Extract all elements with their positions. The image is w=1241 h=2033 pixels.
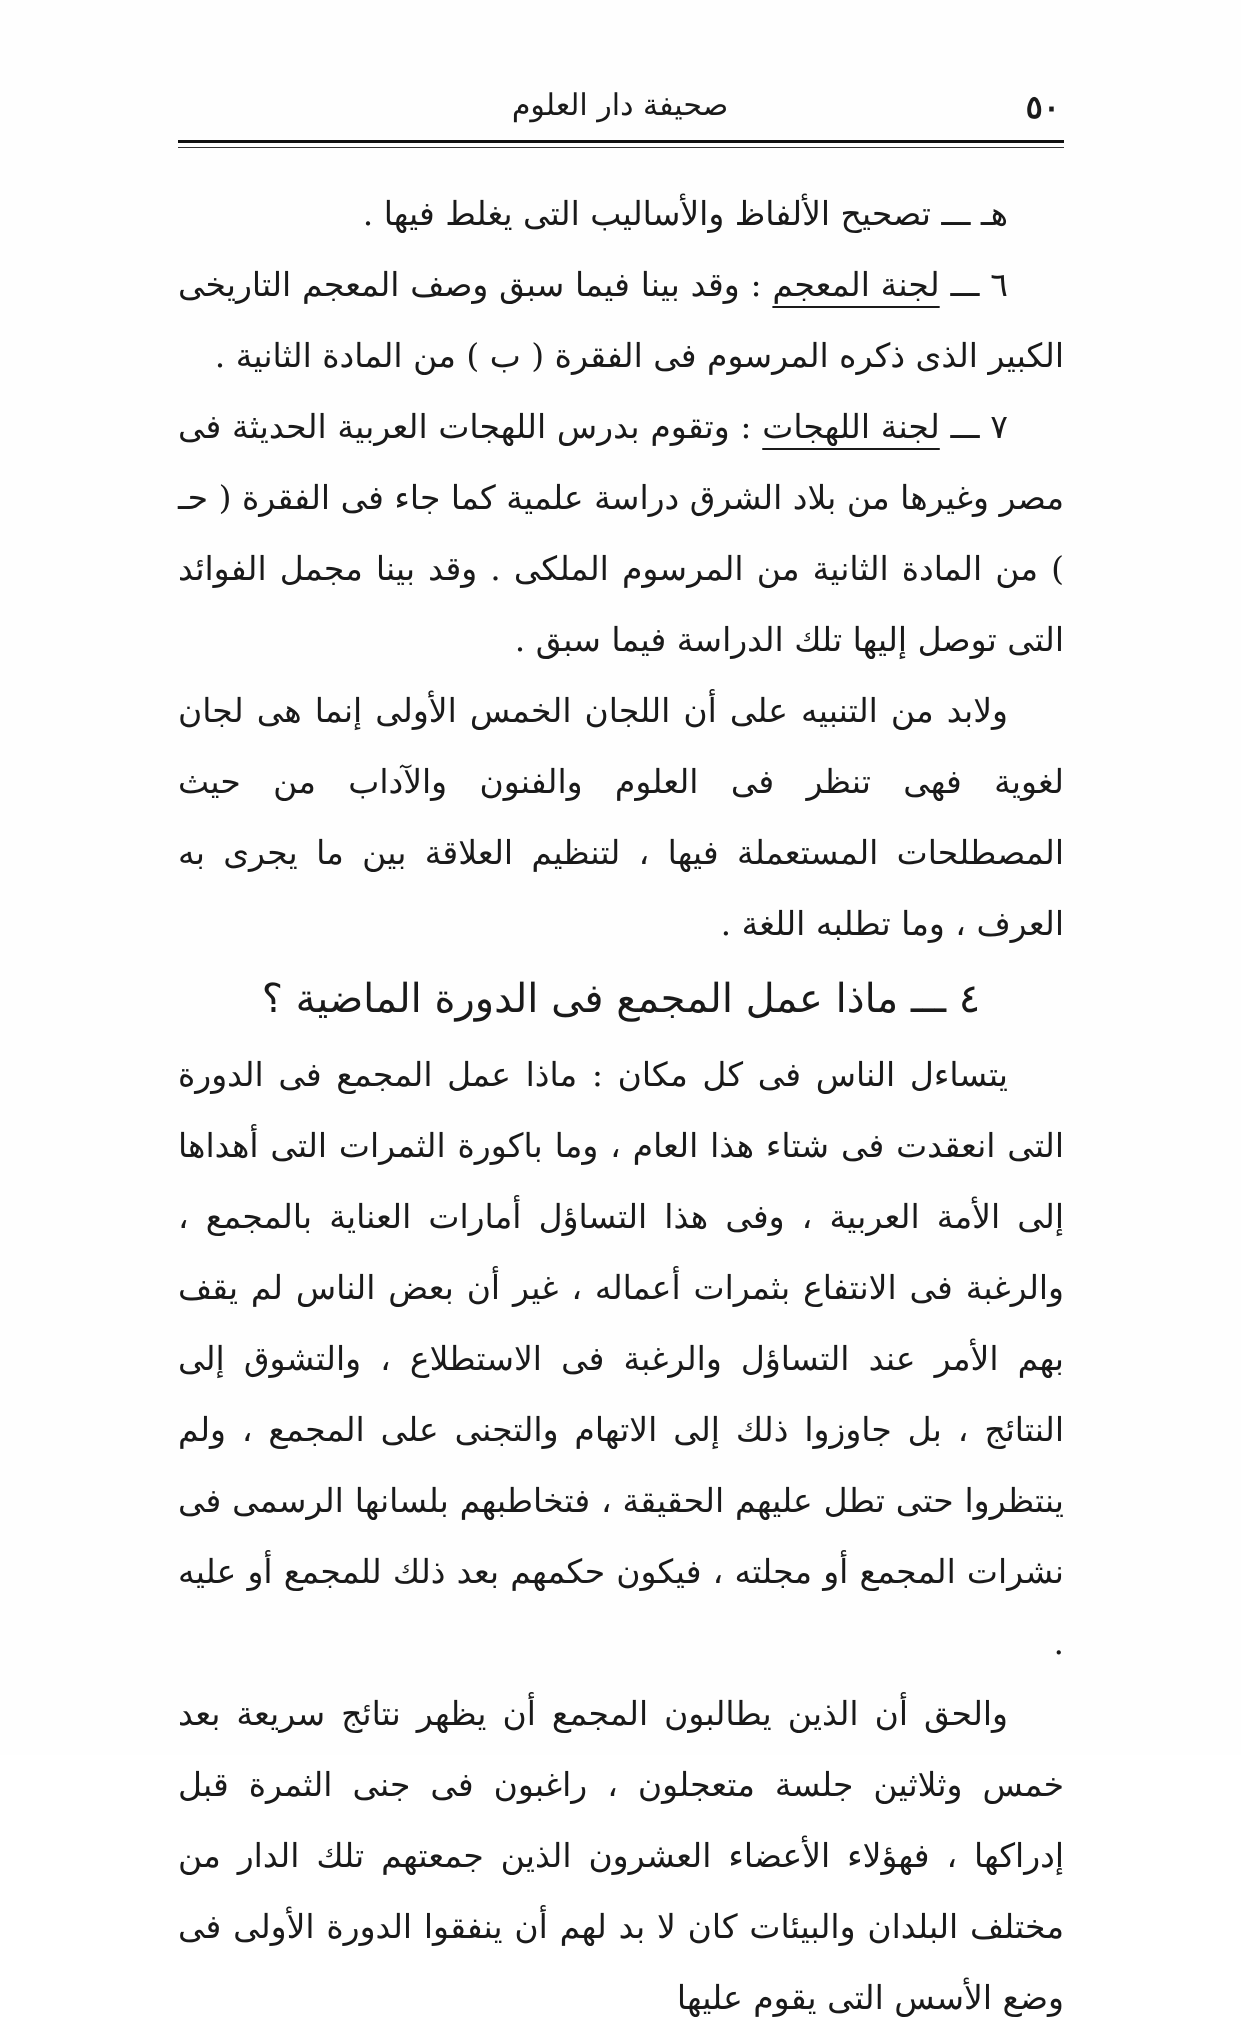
list-item-text: : وقد بينا فيما سبق وصف المعجم التاريخى الكبير الذى ذكره المرسوم فى الفقرة ( ب ) من المادة الثانية . [178,265,1064,375]
list-item-7 [178,391,1064,675]
list-item-text: : وتقوم بدرس اللهجات العربية الحديثة فى مصر وغيرها من بلاد الشرق دراسة علمية كما جاء فى الفقرة ( حـ ) من المادة الثانية من المرسوم الملكى . وقد بينا مجمل الفوائد التى توصل إليها تلك الدراسة فيما سبق . [178,407,1064,659]
committee-label: لجنة المعجم [772,265,940,304]
header-rule [178,140,1064,143]
note-paragraph: ولابد من التنبيه على أن اللجان الخمس الأولى إنما هى لجان لغوية فهى تنظر فى العلوم والفنون والآداب من حيث المصطلحات المستعملة فيها ، لتنظيم العلاقة بين ما يجرى به العرف ، وما تطلبه اللغة . [178,691,1064,943]
list-item-6 [178,249,1064,391]
body-paragraph: يتساءل الناس فى كل مكان : ماذا عمل المجمع فى الدورة التى انعقدت فى شتاء هذا العام ، وما باكورة الثمرات التى أهداها إلى الأمة العربية ، وفى هذا التساؤل أمارات العناية بالمجمع ، والرغبة فى الانتفاع بثمرات أعماله ، غير أن بعض الناس لم يقف بهم الأمر عند التساؤل والرغبة فى الاستطلاع ، والتشوق إلى النتائج ، بل جاوزوا ذلك إلى الاتهام والتجنى على المجمع ، ولم ينتظروا حتى تطل عليهم الحقيقة ، فتخاطبهم بلسانها الرسمى فى نشرات المجمع أو مجلته ، فيكون حكمهم بعد ذلك للمجمع أو عليه . [178,1055,1064,1662]
list-item-5 [178,178,1064,249]
list-marker: ٦ ـــ [950,265,1008,304]
page-number: ٥٠ [1025,88,1060,126]
header-rule-thin [178,147,1064,148]
running-title: صحيفة دار العلوم [511,88,729,123]
list-item-text: تصحيح الألفاظ والأساليب التى يغلط فيها . [362,194,931,233]
body-paragraph: والحق أن الذين يطالبون المجمع أن يظهر نتائج سريعة بعد خمس وثلاثين جلسة متعجلون ، راغبون فى جنى الثمرة قبل إدراكها ، فهؤلاء الأعضاء العشرون الذين جمعتهم تلك الدار من مختلف البلدان والبيئات كان لا بد لهم أن ينفقوا الدورة الأولى فى وضع الأسس التى يقوم عليها [178,1694,1064,2017]
committee-label: لجنة اللهجات [762,407,940,446]
section-heading: ٤ ـــ ماذا عمل المجمع فى الدورة الماضية ؟ [261,976,981,1022]
page-header [180,88,1060,138]
list-marker: ٧ ـــ [950,407,1009,446]
list-marker: هـ ـــ [941,194,1008,233]
